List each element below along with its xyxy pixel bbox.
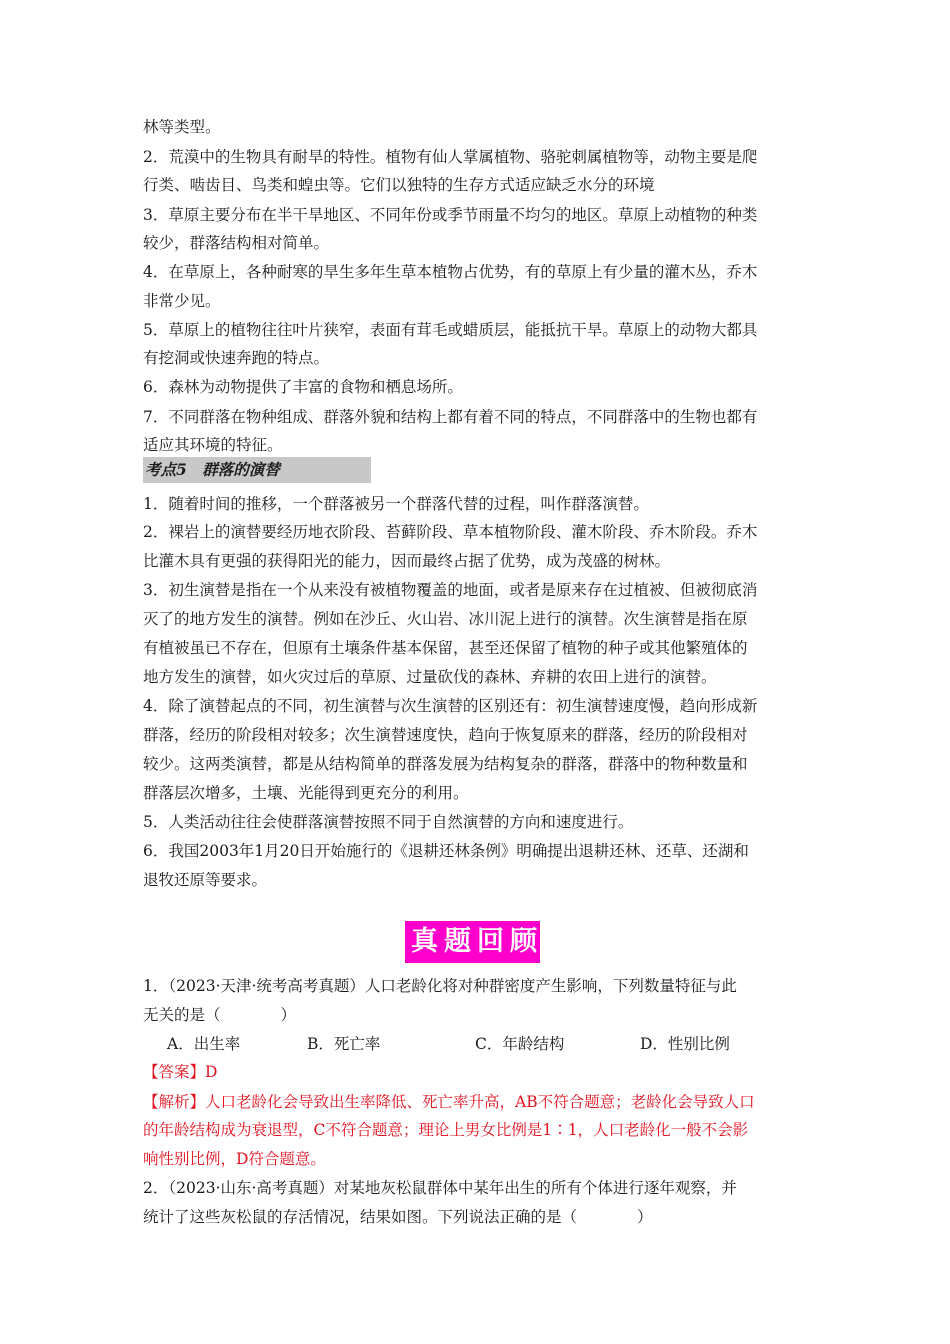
question-stem [143, 1005, 813, 1025]
options-row [143, 1034, 813, 1054]
text-line: 5．人类活动往往会使群落演替按照不同于自然演替的方向和速度进行。 [143, 813, 634, 831]
text-line: 7．不同群落在物种组成、群落外貌和结构上都有着不同的特点，不同群落中的生物也都有 [143, 408, 758, 426]
question-stem: 2．（2023·山东·高考真题）对某地灰松鼠群体中某年出生的所有个体进行逐年观察，并 [143, 1179, 737, 1197]
text-line: 3．草原主要分布在半干旱地区、不同年份或季节雨量不均匀的地区。草原上动植物的种类 [143, 206, 758, 224]
section-heading: 考点5 群落的演替 [143, 457, 371, 483]
option-d: D．性别比例 [640, 1035, 730, 1053]
text-line: 群落，经历的阶段相对较多；次生演替速度快，趋向于恢复原来的群落，经历的阶段相对 [143, 726, 748, 744]
text-line: 行类、啮齿目、鸟类和蝗虫等。它们以独特的生存方式适应缺乏水分的环境 [143, 176, 655, 194]
analysis-line: 【解析】人口老龄化会导致出生率降低、死亡率升高，AB不符合题意；老龄化会导致人口 [143, 1093, 755, 1111]
question-stem-text: 无关的是（ [143, 1006, 221, 1024]
section-banner: 真题回顾 [405, 921, 540, 963]
text-line: 非常少见。 [143, 292, 221, 310]
text-line: 退牧还原等要求。 [143, 871, 268, 889]
text-line: 2．荒漠中的生物具有耐旱的特性。植物有仙人掌属植物、骆驼刺属植物等，动物主要是爬 [143, 148, 758, 166]
answer-line: 【答案】D [143, 1063, 218, 1081]
question-stem-text: ） [637, 1208, 653, 1226]
text-line: 6．森林为动物提供了丰富的食物和栖息场所。 [143, 378, 463, 396]
text-line: 适应其环境的特征。 [143, 436, 283, 454]
text-line: 有挖洞或快速奔跑的特点。 [143, 349, 330, 367]
option-b: B．死亡率 [307, 1035, 381, 1053]
text-line: 4．除了演替起点的不同，初生演替与次生演替的区别还有：初生演替速度慢，趋向形成新 [143, 697, 758, 715]
text-line: 比灌木具有更强的获得阳光的能力，因而最终占据了优势，成为茂盛的树林。 [143, 552, 671, 570]
text-line: 1．随着时间的推移，一个群落被另一个群落代替的过程，叫作群落演替。 [143, 495, 649, 513]
text-line: 3．初生演替是指在一个从来没有被植物覆盖的地面，或者是原来存在过植被、但被彻底消 [143, 581, 758, 599]
text-line: 地方发生的演替，如火灾过后的草原、过量砍伐的森林、弃耕的农田上进行的演替。 [143, 668, 717, 686]
text-line: 较少。这两类演替，都是从结构简单的群落发展为结构复杂的群落，群落中的物种数量和 [143, 755, 748, 773]
text-line: 有植被虽已不存在，但原有土壤条件基本保留，甚至还保留了植物的种子或其他繁殖体的 [143, 639, 748, 657]
text-line: 4．在草原上，各种耐寒的旱生多年生草本植物占优势，有的草原上有少量的灌木丛，乔木 [143, 263, 758, 281]
question-stem [143, 1207, 813, 1227]
question-stem-text: ） [280, 1006, 297, 1024]
text-line: 林等类型。 [143, 118, 221, 136]
text-line: 6．我国2003年1月20日开始施行的《退耕还林条例》明确提出退耕还林、还草、还湖和 [143, 842, 749, 860]
option-a: A．出生率 [167, 1035, 241, 1053]
question-stem-text: 统计了这些灰松鼠的存活情况，结果如图。下列说法正确的是（ [143, 1208, 578, 1226]
analysis-line: 响性别比例，D符合题意。 [143, 1150, 326, 1168]
text-line: 5．草原上的植物往往叶片狭窄，表面有茸毛或蜡质层，能抵抗干旱。草原上的动物大都具 [143, 321, 758, 339]
analysis-line: 的年龄结构成为衰退型，C不符合题意；理论上男女比例是1∶1，人口老龄化一般不会影 [143, 1121, 749, 1139]
text-line: 灭了的地方发生的演替。例如在沙丘、火山岩、冰川泥上进行的演替。次生演替是指在原 [143, 610, 748, 628]
text-line: 群落层次增多，土壤、光能得到更充分的利用。 [143, 784, 469, 802]
text-line: 较少，群落结构相对简单。 [143, 234, 330, 252]
question-stem: 1．（2023·天津·统考高考真题）人口老龄化将对种群密度产生影响，下列数量特征与此 [143, 977, 737, 995]
text-line: 2．裸岩上的演替要经历地衣阶段、苔藓阶段、草本植物阶段、灌木阶段、乔木阶段。乔木 [143, 523, 758, 541]
option-c: C．年龄结构 [475, 1035, 565, 1053]
